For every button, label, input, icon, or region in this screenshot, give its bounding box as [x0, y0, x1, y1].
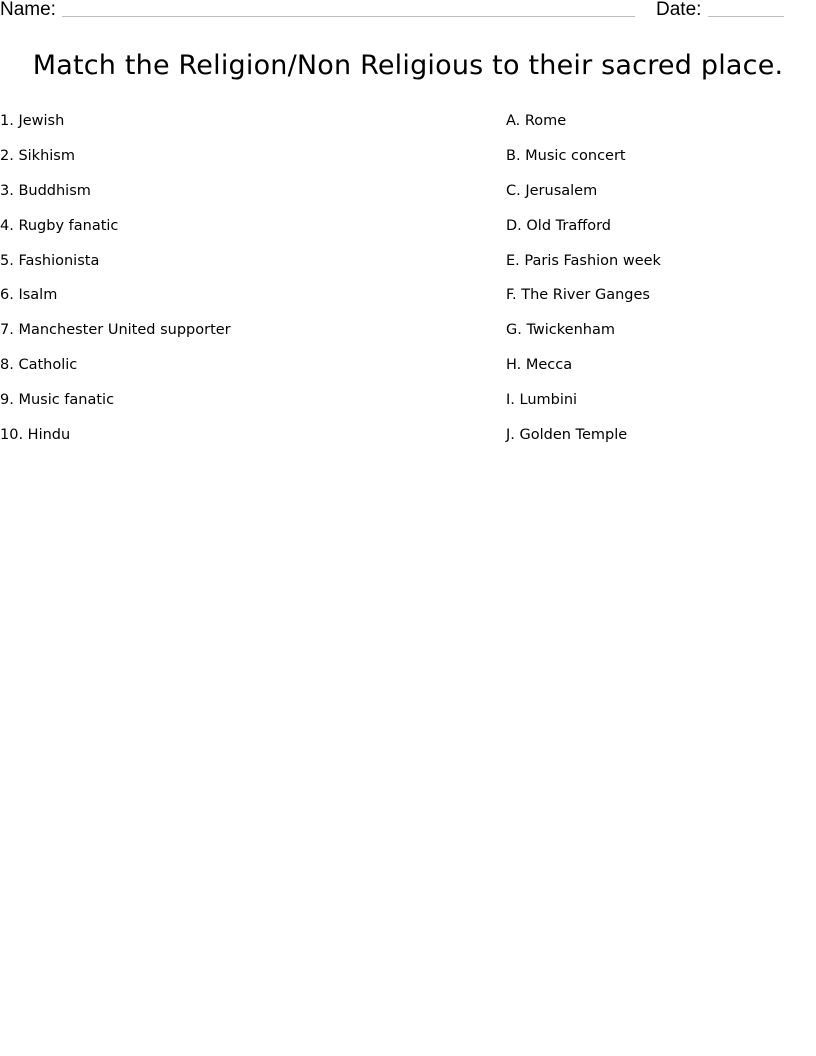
right-item: I. Lumbini [506, 392, 578, 409]
right-item: G. Twickenham [506, 322, 615, 339]
header-row [0, 0, 816, 24]
left-item: 5. Fashionista [0, 252, 100, 269]
right-item: F. The River Ganges [506, 287, 650, 304]
right-item: C. Jerusalem [506, 182, 598, 199]
right-item: H. Mecca [506, 357, 573, 374]
worksheet-title: Match the Religion/Non Religious to their sacred place. [32, 50, 784, 81]
right-item: D. Old Trafford [506, 217, 611, 234]
left-item: 7. Manchester United supporter [0, 322, 231, 339]
date-field-line[interactable] [708, 16, 784, 17]
right-item: E. Paris Fashion week [506, 252, 661, 269]
right-item: J. Golden Temple [506, 427, 628, 444]
left-item: 3. Buddhism [0, 182, 91, 199]
date-label: Date: [656, 0, 702, 20]
name-label: Name: [0, 0, 56, 20]
left-item: 4. Rugby fanatic [0, 217, 119, 234]
name-field-line[interactable] [62, 16, 635, 17]
right-column-list [506, 111, 806, 460]
left-item: 1. Jewish [0, 113, 65, 129]
right-item: A. Rome [506, 113, 567, 129]
left-item: 10. Hindu [0, 427, 71, 444]
left-column-list [0, 111, 480, 460]
left-item: 6. Isalm [0, 287, 58, 304]
left-item: 9. Music fanatic [0, 392, 115, 409]
right-item: B. Music concert [506, 147, 626, 164]
left-item: 2. Sikhism [0, 147, 75, 164]
left-item: 8. Catholic [0, 357, 78, 374]
